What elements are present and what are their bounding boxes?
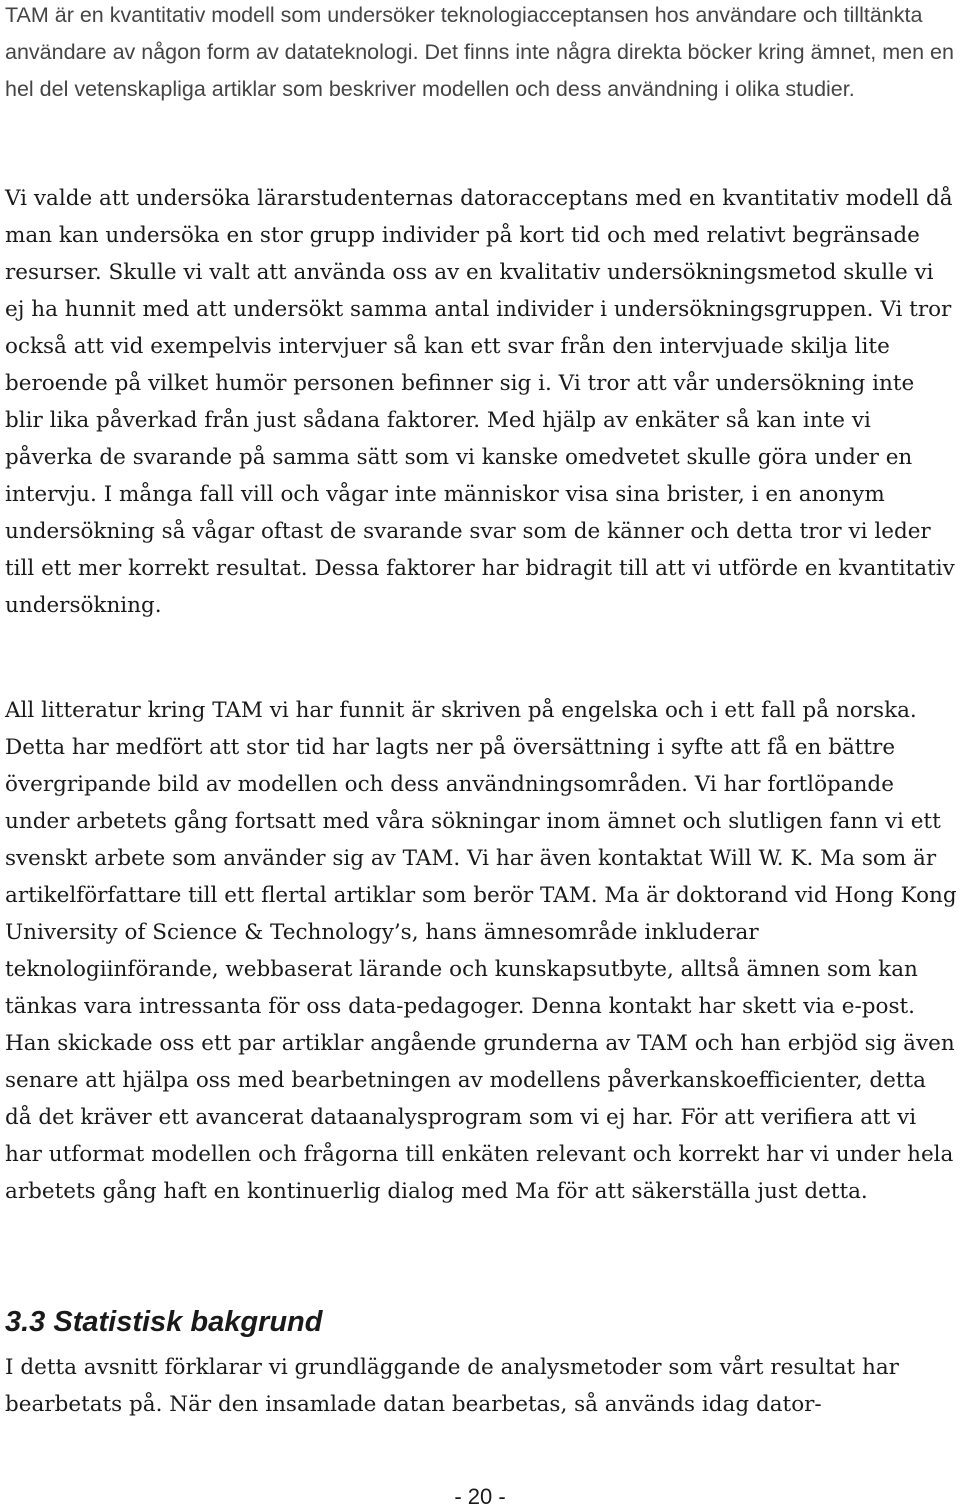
paragraph-statistics-intro: I detta avsnitt förklarar vi grundläggande de analysmetoder som vårt resultat har bearbetats på. När den insamlade datan bearbetas, så används idag dator-	[5, 1355, 899, 1417]
paragraph-quantitative-choice: Vi valde att undersöka lärarstudenternas datoracceptans med en kvantitativ modell då man kan undersöka en stor grupp individer på kort tid och med relativt begränsade resurser. Skulle vi valt att använda oss av en kvalitativ undersökningsmetod skulle vi ej ha hunnit med att undersökt samma antal individer i undersökningsgruppen. Vi tror också att vid exempelvis intervjuer så kan ett svar från den intervjuade skilja lite beroende på vilket humör personen befinner sig i. Vi tror att vår undersökning inte blir lika påverkad från just sådana faktorer. Med hjälp av enkäter så kan inte vi påverka de svarande på samma sätt som vi kanske omedvetet skulle göra under en intervju. I många fall vill och vågar inte människor visa sina brister, i en anonym undersökning så vågar oftast de svarande svar som de känner och detta tror vi leder till ett mer korrekt resultat. Dessa faktorer har bidragit till att vi utförde en kvantitativ undersökning.	[5, 186, 955, 618]
section-heading: 3.3 Statistisk bakgrund	[5, 1306, 323, 1338]
paragraph-tam-intro: TAM är en kvantitativ modell som undersöker teknologiacceptansen hos användare och tilltänkta användare av någon form av datateknologi. Det finns inte några direkta böcker kring ämnet, men en hel del vetenskapliga artiklar som beskriver modellen och dess användning i olika studier.	[5, 3, 954, 101]
paragraph-literature: All litteratur kring TAM vi har funnit är skriven på engelska och i ett fall på norska. Detta har medfört att stor tid har lagts ner på översättning i syfte att få en bättre övergripande bild av modellen och dess användningsområden. Vi har fortlöpande under arbetets gång fortsatt med våra sökningar inom ämnet och slutligen fann vi ett svenskt arbete som använder sig av TAM. Vi har även kontaktat Will W. K. Ma som är artikelförfattare till ett flertal artiklar som berör TAM. Ma är doktorand vid Hong Kong University of Science & Technology’s, hans ämnesområde inkluderar teknologiinförande, webbaserat lärande och kunskapsutbyte, alltså ämnen som kan tänkas vara intressanta för oss data-pedagoger. Denna kontakt har skett via e-post. Han skickade oss ett par artiklar angående grunderna av TAM och han erbjöd sig även senare att hjälpa oss med bearbetningen av modellens påverkanskoefficienter, detta då det kräver ett avancerat dataanalysprogram som vi ej har. För att verifiera att vi har utformat modellen och frågorna till enkäten relevant och korrekt har vi under hela arbetets gång haft en kontinuerlig dialog med Ma för att säkerställa just detta.	[5, 698, 957, 1204]
page-number: - 20 -	[454, 1484, 506, 1509]
